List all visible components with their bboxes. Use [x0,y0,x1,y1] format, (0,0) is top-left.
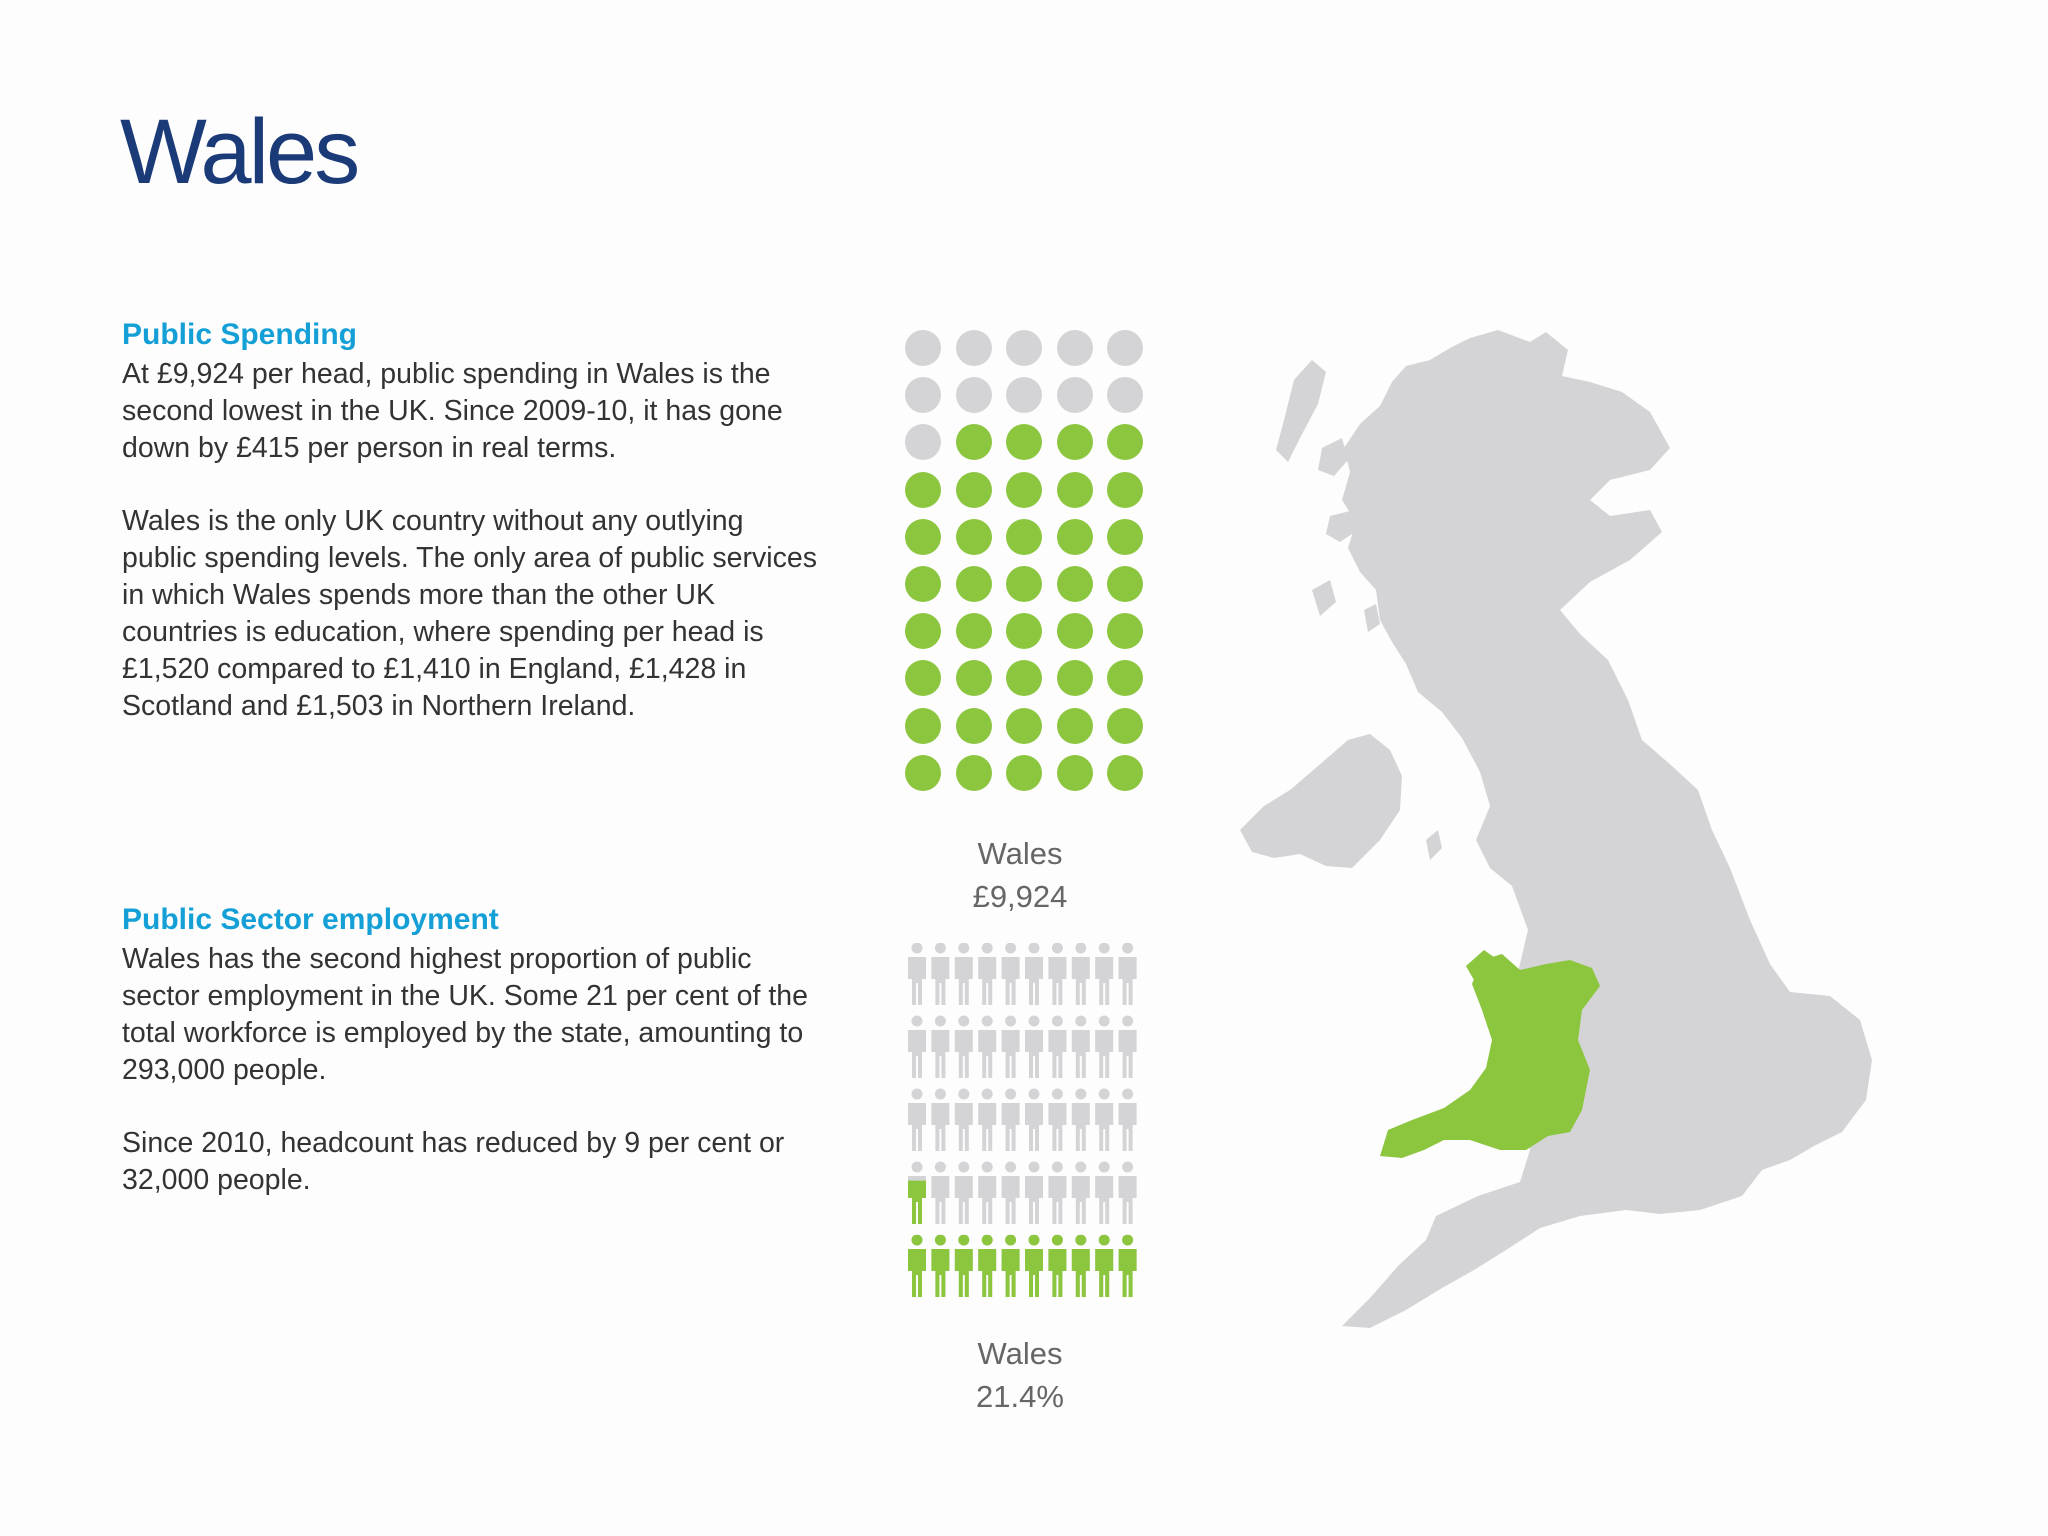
person-icon [1002,1016,1020,1079]
spending-dot [1006,472,1042,508]
spending-dot [1057,566,1093,602]
spending-dot [1107,708,1143,744]
spending-dot [905,755,941,791]
spending-chart-caption [900,832,1140,918]
public-sector-employment-paragraph-1: Wales has the second highest proportion of public sector employment in the UK. Some 21 per cent of the total workforce is employed by the state, amounting to 293,000 people. [122,943,808,1086]
person-icon [1025,1235,1043,1298]
person-icon [908,1016,926,1079]
person-icon [1025,1016,1043,1079]
public-sector-employment-section [122,903,822,1235]
spending-dot [1057,377,1093,413]
person-icon [978,1089,996,1152]
spending-dot [905,708,941,744]
person-icon [931,1162,949,1225]
person-icon [1095,943,1113,1005]
person-icon [978,1016,996,1079]
person-icon [1025,1089,1043,1152]
spending-dot [1057,613,1093,649]
spending-dot [1006,566,1042,602]
person-icon [1072,943,1090,1005]
person-icon [908,943,926,1005]
spending-dot [905,519,941,555]
public-sector-employment-heading: Public Sector employment [122,903,499,936]
spending-dot [1107,519,1143,555]
person-icon [1025,943,1043,1005]
person-icon [978,943,996,1005]
spending-dot [1057,472,1093,508]
wales-shape [1380,954,1600,1158]
spending-dot [905,613,941,649]
spending-dot [905,660,941,696]
person-icon [1048,1089,1066,1152]
person-icon [908,1235,926,1298]
northern-ireland-shape [1240,734,1402,868]
spending-dot [1057,755,1093,791]
person-icon [931,1016,949,1079]
arran-shape [1364,604,1380,632]
person-icon [1048,1162,1066,1225]
person-icon [1119,943,1137,1005]
person-icon [1002,1235,1020,1298]
public-spending-section [122,318,822,761]
spending-dot [1107,566,1143,602]
spending-dot [1006,708,1042,744]
spending-dot [905,566,941,602]
spending-dot [956,613,992,649]
person-icon [1072,1162,1090,1225]
spending-dot [1107,660,1143,696]
spending-dot [1107,377,1143,413]
person-icon [1002,1162,1020,1225]
person-icon [1048,943,1066,1005]
spending-dot [956,755,992,791]
spending-dot [1057,424,1093,460]
person-icon [955,1089,973,1152]
spending-dot [956,660,992,696]
person-icon [908,1089,926,1152]
spending-dot [1057,708,1093,744]
spending-dot [1057,660,1093,696]
person-icon [1002,943,1020,1005]
spending-dot [956,424,992,460]
person-icon [978,1162,996,1225]
spending-dot [1006,613,1042,649]
employment-chart-value: 21.4% [976,1379,1064,1414]
spending-dot [1107,613,1143,649]
person-icon [1119,1089,1137,1152]
person-icon [1095,1016,1113,1079]
spending-dot [1107,755,1143,791]
person-icon [931,1089,949,1152]
public-spending-paragraph-2: Wales is the only UK country without any outlying public spending levels. The only area of public services in which Wales spends more than the other UK countries is education, where spending per head is £1,520 compared to £1,410 in England, £1,428 in Scotland and £1,503 in Northern Ireland. [122,505,817,722]
spending-dot [956,377,992,413]
spending-chart-label: Wales [977,836,1063,871]
spending-dot [1006,330,1042,366]
spending-dot [956,708,992,744]
spending-dot [956,519,992,555]
person-icon [1002,1089,1020,1152]
person-icon [931,943,949,1005]
spending-dot [1057,330,1093,366]
spending-dot [956,330,992,366]
person-icon [978,1235,996,1298]
person-icon [1119,1235,1137,1298]
person-icon [1025,1162,1043,1225]
spending-dot [905,424,941,460]
spending-dot [1107,472,1143,508]
person-icon [955,1016,973,1079]
person-icon [1072,1235,1090,1298]
great-britain-shape [1342,330,1872,1328]
person-icon [955,1235,973,1298]
isle-of-man-shape [1426,830,1442,860]
spending-dot [1107,424,1143,460]
employment-people-grid [907,943,1147,1318]
spending-dot [905,377,941,413]
spending-dot [956,566,992,602]
spending-dot [1057,519,1093,555]
employment-chart-label: Wales [977,1336,1063,1371]
person-icon [1048,1016,1066,1079]
spending-dot [1006,755,1042,791]
public-spending-heading: Public Spending [122,318,358,351]
person-icon [908,1162,926,1225]
person-icon [1072,1016,1090,1079]
spending-dot [1006,660,1042,696]
person-icon [1095,1235,1113,1298]
skye-shape [1318,438,1348,476]
person-icon [1119,1162,1137,1225]
public-sector-employment-paragraph-2: Since 2010, headcount has reduced by 9 per cent or 32,000 people. [122,1127,785,1196]
western-isles-shape [1276,360,1326,462]
person-icon [1119,1016,1137,1079]
person-icon [931,1235,949,1298]
spending-chart-value: £9,924 [972,879,1068,914]
spending-dot [1006,377,1042,413]
spending-dot [956,472,992,508]
page-title: Wales [120,101,358,203]
spending-dot [905,330,941,366]
person-icon [1048,1235,1066,1298]
employment-chart-caption [900,1332,1140,1418]
spending-dot [1006,424,1042,460]
person-icon [1095,1089,1113,1152]
public-spending-paragraph-1: At £9,924 per head, public spending in Wales is the second lowest in the UK. Since 2009-10, it has gone down by £415 per person in real terms. [122,358,783,464]
islay-shape [1312,580,1336,616]
person-icon [955,1162,973,1225]
person-icon [1095,1162,1113,1225]
uk-map [1230,320,1990,1390]
spending-dot [1006,519,1042,555]
person-icon [955,943,973,1005]
spending-dot [1107,330,1143,366]
person-icon [1072,1089,1090,1152]
spending-dot [905,472,941,508]
